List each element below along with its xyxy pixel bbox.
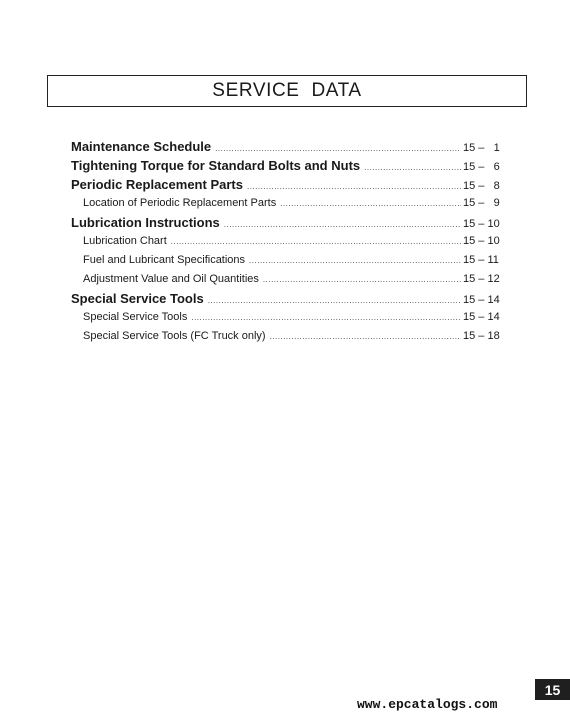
toc-page-number: 15 – 1	[463, 142, 500, 154]
dot-leader	[263, 270, 461, 289]
dot-leader	[280, 194, 461, 213]
toc-entry-title: Special Service Tools	[83, 311, 188, 323]
page-title: SERVICE DATA	[212, 80, 362, 101]
toc-entry[interactable]	[71, 213, 503, 232]
watermark: www.epcatalogs.com	[357, 697, 498, 712]
toc-entry-title: Lubrication Instructions	[71, 215, 220, 230]
toc-page-number: 15 – 12	[463, 273, 500, 285]
toc-entry-title: Special Service Tools (FC Truck only)	[83, 330, 266, 342]
dot-leader	[249, 251, 461, 270]
toc-page-number: 15 – 11	[463, 254, 499, 266]
toc-subentry[interactable]	[71, 327, 503, 346]
toc-page-number: 15 – 14	[463, 294, 500, 306]
toc-entry-title: Lubrication Chart	[83, 235, 167, 247]
toc-entry[interactable]	[71, 137, 503, 156]
dot-leader	[270, 327, 461, 346]
toc-page-number: 15 – 10	[463, 235, 500, 247]
dot-leader	[191, 308, 461, 327]
toc-page-number: 15 – 6	[463, 161, 500, 173]
toc-entry-title: Tightening Torque for Standard Bolts and Nuts	[71, 158, 361, 173]
toc-entry-title: Location of Periodic Replacement Parts	[83, 197, 277, 209]
toc-subentry[interactable]	[71, 194, 503, 213]
section-number: 15	[544, 681, 561, 698]
toc-page-number: 15 – 8	[463, 180, 500, 192]
toc-entry-title: Special Service Tools	[71, 291, 204, 306]
toc-subentry[interactable]	[71, 270, 503, 289]
toc-entry-title: Periodic Replacement Parts	[71, 177, 243, 192]
toc-entry[interactable]	[71, 175, 503, 194]
toc-entry-title: Adjustment Value and Oil Quantities	[83, 273, 259, 285]
toc-entry[interactable]	[71, 156, 503, 175]
toc-entry-title: Fuel and Lubricant Specifications	[83, 254, 246, 266]
dot-leader	[171, 232, 461, 251]
toc-page-number: 15 – 9	[463, 197, 500, 209]
toc-subentry[interactable]	[71, 308, 503, 327]
table-of-contents	[71, 137, 503, 346]
toc-subentry[interactable]	[71, 251, 503, 270]
toc-entry-title: Maintenance Schedule	[71, 139, 212, 154]
section-number-tab	[535, 679, 570, 700]
page-title-box	[47, 75, 527, 107]
toc-subentry[interactable]	[71, 232, 503, 251]
dot-leader	[364, 158, 461, 177]
toc-page-number: 15 – 10	[463, 218, 500, 230]
toc-page-number: 15 – 18	[463, 330, 500, 342]
toc-page-number: 15 – 14	[463, 311, 500, 323]
toc-entry[interactable]	[71, 289, 503, 308]
